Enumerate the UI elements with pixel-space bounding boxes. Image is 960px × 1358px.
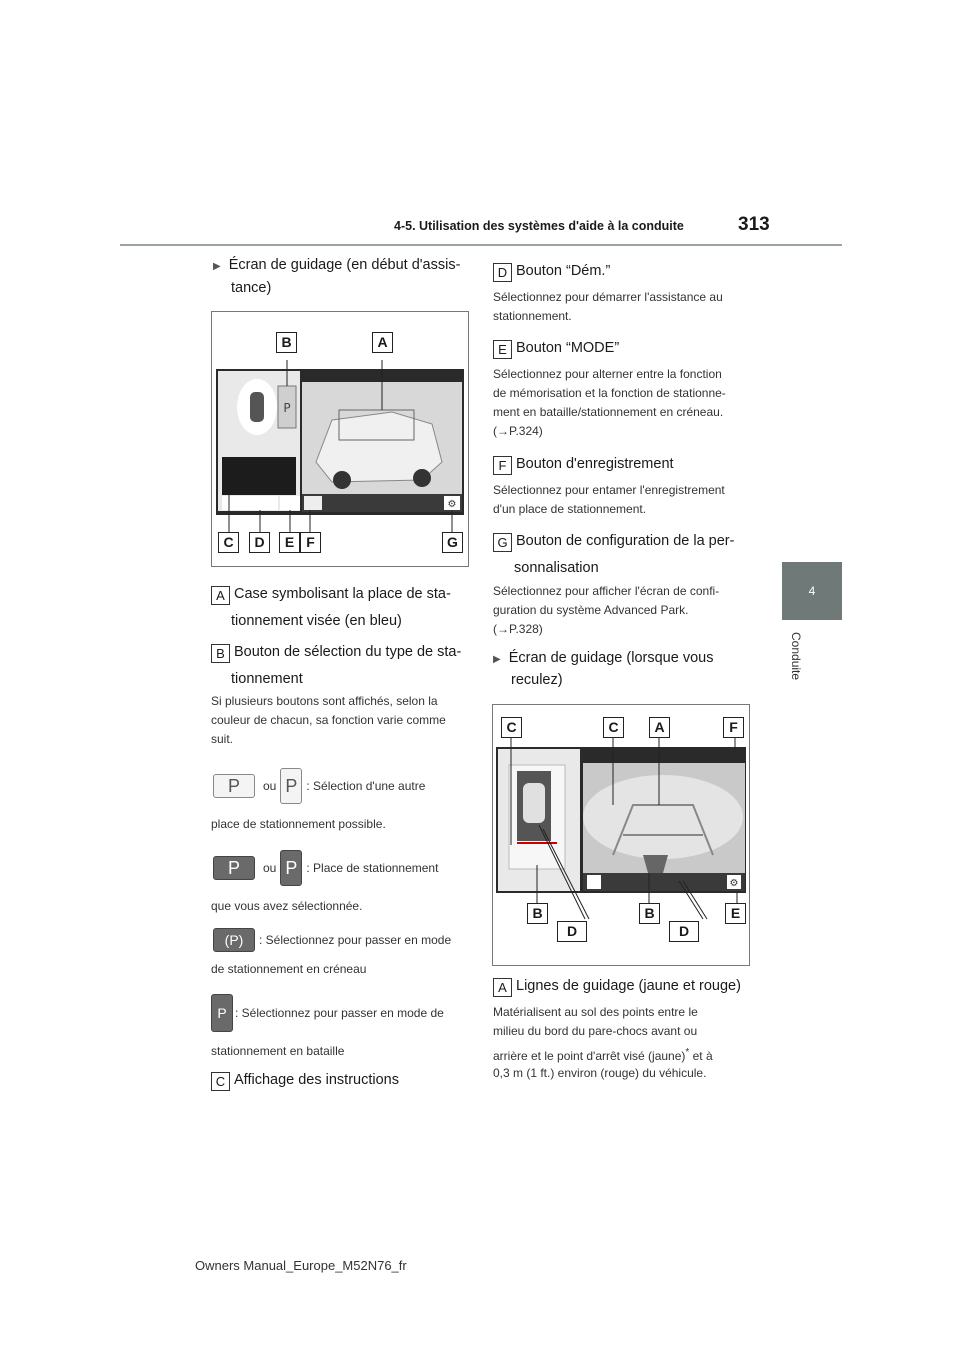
item-d-desc-2: stationnement. — [493, 309, 572, 323]
item-e-desc-1: Sélectionnez pour alterner entre la fonction — [493, 367, 722, 381]
p-tall-icon: P — [280, 768, 302, 804]
figure-start-screen — [211, 311, 469, 567]
p-icon-line-4: P : Sélectionnez pour passer en mode de — [211, 994, 444, 1032]
item-f-heading: F Bouton d'enregistrement — [493, 451, 674, 477]
perpendicular-parking-icon: P — [211, 994, 233, 1032]
label-d: D — [557, 921, 587, 942]
item-g-desc-2: guration du système Advanced Park. — [493, 603, 689, 617]
label-f: F — [723, 717, 744, 738]
label-e: E — [279, 532, 300, 553]
start-screen-illustration — [212, 312, 468, 566]
label-c: C — [501, 717, 522, 738]
p-wide-selected-icon: P — [213, 856, 255, 880]
item-b-heading: B Bouton de sélection du type de sta- — [211, 639, 461, 665]
item-b-desc-1: Si plusieurs boutons sont affichés, selon la — [211, 694, 438, 708]
item-a-heading: A Case symbolisant la place de sta- — [211, 581, 451, 607]
p-icon-desc-3: de stationnement en créneau — [211, 962, 367, 976]
reverse-screen-illustration — [493, 705, 749, 965]
item-c-heading: C Affichage des instructions — [211, 1067, 399, 1093]
right-section-heading: ▶ Écran de guidage (lorsque vous — [493, 650, 714, 666]
item-a2-desc-4: 0,3 m (1 ft.) environ (rouge) du véhicule. — [493, 1066, 707, 1080]
figure-reverse-screen — [492, 704, 750, 966]
page-number: 313 — [738, 214, 770, 235]
section-title: 4-5. Utilisation des systèmes d'aide à la conduite — [394, 219, 684, 233]
item-e-desc-4: (→P.324) — [493, 424, 543, 438]
label-d: D — [669, 921, 699, 942]
p-tall-selected-icon: P — [280, 850, 302, 886]
item-e-heading: E Bouton “MODE” — [493, 335, 619, 361]
item-d-desc-1: Sélectionnez pour démarrer l'assistance au — [493, 290, 723, 304]
label-c: C — [218, 532, 239, 553]
chapter-label: Conduite — [789, 632, 803, 681]
left-section-heading-cont: tance) — [231, 280, 272, 296]
svg-text:⚙: ⚙ — [447, 499, 457, 510]
item-g-desc-3: (→P.328) — [493, 622, 543, 636]
label-b: B — [527, 903, 548, 924]
label-g: G — [442, 532, 463, 553]
p-icon-desc-4: stationnement en bataille — [211, 1044, 345, 1058]
item-a-heading-cont: tionnement visée (en bleu) — [231, 613, 402, 629]
item-a2-desc-2: milieu du bord du pare-chocs avant ou — [493, 1024, 698, 1038]
item-e-desc-3: ment en bataille/stationnement en créneau. — [493, 405, 724, 419]
label-c: C — [603, 717, 624, 738]
p-icon-line-1: P ou P : Sélection d'une autre — [213, 768, 425, 804]
item-e-desc-2: de mémorisation et la fonction de stationne- — [493, 386, 726, 400]
chapter-tab: 4 — [782, 562, 842, 620]
svg-text:P: P — [283, 401, 291, 415]
item-d-heading: D Bouton “Dém.” — [493, 258, 610, 284]
right-section-heading-cont: reculez) — [511, 672, 563, 688]
item-b-desc-3: suit. — [211, 732, 234, 746]
item-b-desc-2: couleur de chacun, sa fonction varie comme — [211, 713, 446, 727]
item-g-heading: G Bouton de configuration de la per- — [493, 528, 734, 554]
left-section-heading: ▶ Écran de guidage (en début d'assis- — [213, 257, 461, 273]
parallel-parking-icon: (P) — [213, 928, 255, 952]
p-icon-desc-1: place de stationnement possible. — [211, 817, 386, 831]
triangle-bullet-icon: ▶ — [493, 654, 501, 665]
item-g-heading-cont: sonnalisation — [514, 560, 599, 576]
p-icon-desc-2: que vous avez sélectionnée. — [211, 899, 363, 913]
triangle-bullet-icon: ▶ — [213, 261, 221, 272]
item-b-heading-cont: tionnement — [231, 671, 303, 687]
svg-text:⚙: ⚙ — [729, 878, 739, 889]
p-icon-line-3: (P) : Sélectionnez pour passer en mode — [213, 928, 451, 952]
label-b: B — [276, 332, 297, 353]
label-f: F — [300, 532, 321, 553]
item-f-desc-1: Sélectionnez pour entamer l'enregistrement — [493, 483, 725, 497]
header-divider — [120, 244, 842, 246]
item-f-desc-2: d'un place de stationnement. — [493, 502, 647, 516]
item-a2-desc-1: Matérialisent au sol des points entre le — [493, 1005, 698, 1019]
p-icon-line-2: P ou P : Place de stationnement — [213, 850, 438, 886]
item-a2-desc-3: arrière et le point d'arrêt visé (jaune)* et à — [493, 1047, 713, 1063]
label-d: D — [249, 532, 270, 553]
label-e: E — [725, 903, 746, 924]
p-wide-icon: P — [213, 774, 255, 798]
footer-doc-id: Owners Manual_Europe_M52N76_fr — [195, 1258, 407, 1273]
label-a: A — [372, 332, 393, 353]
label-a: A — [649, 717, 670, 738]
label-b: B — [639, 903, 660, 924]
item-a2-heading: A Lignes de guidage (jaune et rouge) — [493, 973, 741, 999]
item-g-desc-1: Sélectionnez pour afficher l'écran de confi- — [493, 584, 720, 598]
